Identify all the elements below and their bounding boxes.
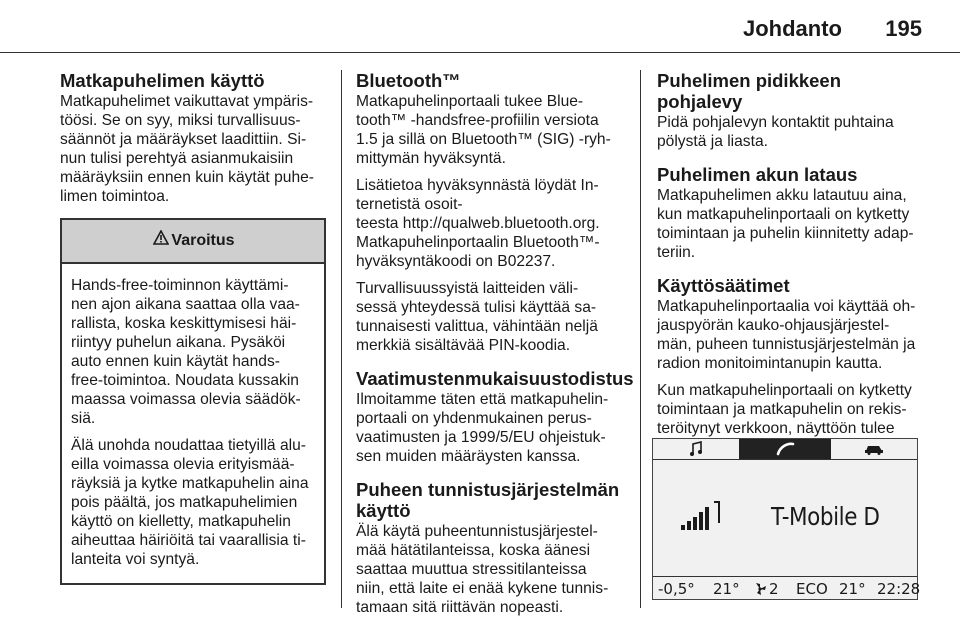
display-tab-music [653, 439, 739, 459]
text-line: nun tulisi perehtyä asianmukaisiin [60, 150, 294, 167]
phone-handset-icon [775, 440, 795, 457]
text-line: auto ennen kuin käytät hands- [71, 353, 280, 370]
text-line: Matkapuhelimen akku latautuu aina, [657, 187, 907, 204]
text-line: Hands-free-toiminnon käyttämi- [71, 277, 289, 294]
display-tab-car [831, 439, 917, 459]
text-line: säännöt ja määräykset laadittiin. Si- [60, 131, 307, 148]
paragraph [356, 390, 628, 466]
heading-controls: Käyttösäätimet [657, 275, 790, 296]
text-line: Lisätietoa hyväksynnästä löydät In- [356, 177, 599, 194]
text-line: Turvallisuussyistä laitteiden väli- [356, 280, 579, 297]
text-line: sen muiden määräysten kanssa. [356, 448, 581, 465]
text-line: vaatimusten ja 1999/5/EU ohjeistuk- [356, 429, 606, 446]
text-line: tunnaisesti valittua, vähintään neljä [356, 318, 598, 335]
heading-bluetooth: Bluetooth™ [356, 70, 461, 91]
text-line: pois päältä, jos matkapuhelimien [71, 494, 298, 511]
text-line: rallista, koska keskittymisesi häi- [71, 315, 297, 332]
heading-phone-use: Matkapuhelimen käyttö [60, 70, 265, 91]
column-right [657, 70, 927, 466]
column-divider [341, 70, 342, 608]
warning-paragraph [71, 436, 316, 569]
text-line: räyksiä ja kytke matkapuhelin aina [71, 475, 309, 492]
text-line: tooth™ -handsfree-profiilin versiota [356, 112, 599, 129]
intro-paragraph [60, 92, 326, 206]
text-line: Kun matkapuhelinportaali on kytketty [657, 382, 912, 399]
signal-strength-icon [681, 501, 725, 536]
warning-title: Varoitus [171, 232, 235, 249]
text-line: portaali on yhdenmukainen perus- [356, 410, 592, 427]
column-middle [356, 70, 634, 626]
heading-conformity: Vaatimustenmukaisuustodistus [356, 368, 634, 389]
text-line: nen ajon aikana saattaa olla vaa- [71, 296, 300, 313]
climate-mode: ECO [796, 580, 828, 598]
text-line: män, puheen tunnistusjärjestelmän ja [657, 336, 916, 353]
display-tab-bar [653, 439, 917, 460]
warning-header [62, 220, 324, 264]
text-line: limen toimintoa. [60, 188, 170, 205]
text-line: Matkapuhelinportaali tukee Blue- [356, 93, 584, 110]
paragraph [356, 92, 628, 168]
text-line: teesta http://qualweb.bluetooth.org. [356, 215, 600, 232]
text-line: mää hätätilanteissa, koska äänesi [356, 542, 591, 559]
warning-box [60, 218, 326, 585]
heading-line: Puheen tunnistusjärjestelmän [356, 479, 620, 500]
heading-battery-charging: Puhelimen akun lataus [657, 164, 858, 185]
text-line: sessä yhteydessä tulisi käyttää sa- [356, 299, 597, 316]
text-line: määräyksiin ennen kuin käytät puhe- [60, 169, 314, 186]
operator-name: T-Mobile D [771, 502, 880, 531]
paragraph [657, 186, 927, 262]
column-divider [640, 70, 641, 608]
car-icon [864, 440, 884, 457]
text-line: ternetistä osoit- [356, 196, 463, 213]
text-line: 1.5 ja sillä on Bluetooth™ (SIG) -ryh- [356, 131, 611, 148]
text-line: käyttö on kielletty, matkapuhelin [71, 513, 291, 530]
text-line: eilla voimassa olevia erityismää- [71, 456, 295, 473]
fan-level: 2 [769, 580, 779, 598]
text-line: free-toimintoa. Noudata kussakin [71, 372, 299, 389]
column-left [60, 70, 326, 585]
text-line: saattaa muuttua stressitilanteissa [356, 561, 587, 578]
music-note-icon [689, 440, 703, 457]
text-line: merkkiä sisältävää PIN-koodia. [356, 337, 571, 354]
text-line: niin, että laite ei enää kykene tunnis- [356, 580, 609, 597]
text-line: Ilmoitamme täten että matkapuhelin- [356, 391, 609, 408]
text-line: kun matkapuhelinportaali on kytketty [657, 206, 910, 223]
text-line: tamaan sitä riittävän nopeasti. [356, 599, 564, 616]
warning-paragraph [71, 276, 316, 428]
display-status-bar [653, 576, 921, 600]
text-line: teröitynyt verkkoon, näyttöön tulee [657, 420, 895, 437]
text-line: maassa voimassa olevia säädök- [71, 391, 301, 408]
text-line: teriin. [657, 244, 696, 261]
text-line: Matkapuhelinportaalia voi käyttää oh- [657, 298, 916, 315]
heading-speech-recognition [356, 479, 628, 521]
paragraph [356, 279, 628, 355]
left-temperature: 21° [713, 580, 740, 598]
text-line: pölystä ja liasta. [657, 133, 768, 150]
text-line: siä. [71, 410, 96, 427]
page-number: 195 [885, 16, 922, 41]
text-line: toimintaan ja matkapuhelin on rekis- [657, 401, 907, 418]
text-line: mittymän hyväksyntä. [356, 150, 506, 167]
page-header [0, 0, 960, 53]
text-line: riintyy puhelun aikana. Pysäköi [71, 334, 286, 351]
text-line: Matkapuhelimet vaikuttavat ympäris- [60, 93, 314, 110]
phone-portal-display [652, 438, 921, 600]
paragraph [356, 176, 628, 271]
right-temperature: 21° [839, 580, 866, 598]
warning-body [62, 264, 324, 583]
text-line: Älä käytä puheentunnistusjärjestel- [356, 523, 598, 540]
warning-triangle-icon [151, 220, 171, 262]
display-tab-phone [739, 439, 831, 459]
text-line: radion monitoimintanupin kautta. [657, 355, 883, 372]
text-line: aiheuttaa häiriöitä tai vaarallisia ti- [71, 532, 306, 549]
fan-icon [753, 580, 767, 598]
clock: 22:28 [877, 580, 921, 598]
text-line: töösi. Se on syy, miksi turvallisuus- [60, 112, 301, 129]
text-line: hyväksyntäkoodi on B02237. [356, 253, 556, 270]
text-line: Matkapuhelinportaalin Bluetooth™- [356, 234, 600, 251]
text-line: Pidä pohjalevyn kontaktit puhtaina [657, 114, 894, 131]
text-line: Älä unohda noudattaa tietyillä alu- [71, 437, 306, 454]
outside-temperature: -0,5° [658, 580, 695, 598]
heading-phone-holder: Puhelimen pidikkeen pohjalevy [657, 70, 842, 112]
text-line: toimintaan ja puhelin kiinnitetty adap- [657, 225, 914, 242]
text-line: jauspyörän kauko-ohjausjärjestel- [657, 317, 890, 334]
text-line: lanteita voi syntyä. [71, 551, 200, 568]
paragraph [356, 522, 628, 617]
paragraph [657, 297, 927, 373]
section-title: Johdanto [743, 16, 842, 41]
heading-line: käyttö [356, 500, 411, 521]
paragraph [657, 113, 927, 151]
